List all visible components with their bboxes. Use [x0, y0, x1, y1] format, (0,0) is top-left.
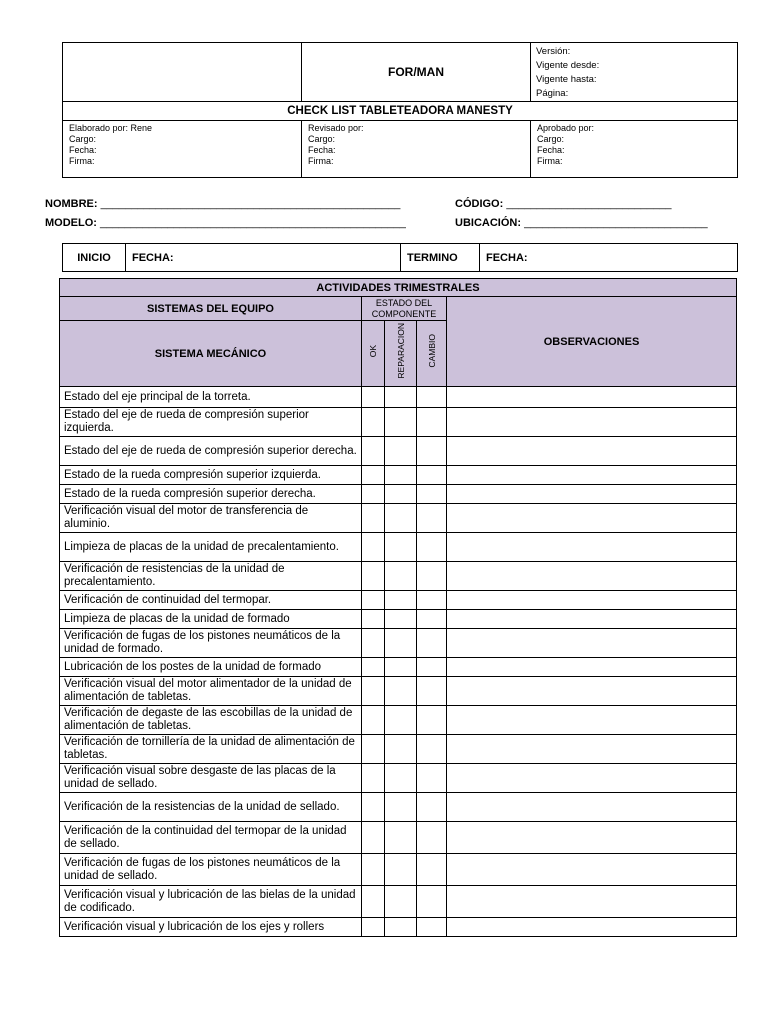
ok-cell[interactable]: [362, 533, 385, 562]
observation-cell[interactable]: [447, 387, 737, 408]
observation-cell[interactable]: [447, 735, 737, 764]
table-row: [60, 854, 737, 886]
table-row: [60, 466, 737, 485]
valid-to-label: Vigente hasta:: [536, 74, 597, 85]
activity-cell: Verificación visual del motor alimentador de la unidad de alimentación de tabletas.: [60, 677, 362, 706]
observations-header: OBSERVACIONES: [447, 297, 737, 387]
activity-cell: Verificación de fugas de los pistones neumáticos de la unidad de sellado.: [60, 854, 362, 886]
observation-cell[interactable]: [447, 485, 737, 504]
activity-cell: Verificación de la continuidad del termopar de la unidad de sellado.: [60, 822, 362, 854]
col-cambio-label: CAMBIO: [426, 334, 437, 368]
activity-cell: Verificación visual y lubricación de las bielas de la unidad de codificado.: [60, 886, 362, 918]
observation-cell[interactable]: [447, 886, 737, 918]
reparacion-cell[interactable]: [385, 658, 417, 677]
reparacion-cell[interactable]: [385, 466, 417, 485]
ok-cell[interactable]: [362, 886, 385, 918]
activity-cell: Verificación de resistencias de la unidad de precalentamiento.: [60, 562, 362, 591]
cambio-cell[interactable]: [417, 706, 447, 735]
cambio-cell[interactable]: [417, 533, 447, 562]
ok-cell[interactable]: [362, 822, 385, 854]
table-row: [60, 408, 737, 437]
reparacion-cell[interactable]: [385, 610, 417, 629]
cambio-cell[interactable]: [417, 677, 447, 706]
table-row: [60, 533, 737, 562]
reviewed-by: Revisado por:: [308, 123, 364, 133]
ok-cell[interactable]: [362, 764, 385, 793]
activity-cell: Verificación visual y lubricación de los ejes y rollers: [60, 918, 362, 937]
reparacion-cell[interactable]: [385, 854, 417, 886]
activity-cell: Verificación visual sobre desgaste de las placas de la unidad de sellado.: [60, 764, 362, 793]
valid-from-label: Vigente desde:: [536, 60, 600, 71]
table-row: [60, 822, 737, 854]
ok-cell[interactable]: [362, 485, 385, 504]
table-row: [60, 610, 737, 629]
reparacion-cell[interactable]: [385, 677, 417, 706]
ok-cell[interactable]: [362, 504, 385, 533]
cambio-cell[interactable]: [417, 793, 447, 822]
activity-cell: Verificación de la resistencias de la unidad de sellado.: [60, 793, 362, 822]
elaborated-cargo: Cargo:: [69, 134, 97, 144]
reparacion-cell[interactable]: [385, 918, 417, 937]
reparacion-cell[interactable]: [385, 793, 417, 822]
activity-cell: Estado de la rueda compresión superior derecha.: [60, 485, 362, 504]
codigo-label: CÓDIGO:: [455, 198, 504, 210]
state-header: ESTADO DEL COMPONENTE: [362, 297, 447, 321]
cambio-cell[interactable]: [417, 562, 447, 591]
ok-cell[interactable]: [362, 918, 385, 937]
table-row: [60, 735, 737, 764]
table-row: [60, 706, 737, 735]
termino-fecha[interactable]: FECHA:: [480, 244, 738, 272]
activity-cell: Verificación de continuidad del termopar.: [60, 591, 362, 610]
observation-cell[interactable]: [447, 677, 737, 706]
activity-cell: Limpieza de placas de la unidad de precalentamiento.: [60, 533, 362, 562]
observation-cell[interactable]: [447, 533, 737, 562]
table-row: [60, 591, 737, 610]
observation-cell[interactable]: [447, 793, 737, 822]
ok-cell[interactable]: [362, 562, 385, 591]
cambio-cell[interactable]: [417, 610, 447, 629]
modelo-line: __________________________________________________: [100, 217, 406, 229]
cambio-cell[interactable]: [417, 918, 447, 937]
modelo-label: MODELO:: [45, 217, 97, 229]
inicio-fecha[interactable]: FECHA:: [126, 244, 401, 272]
ok-cell[interactable]: [362, 706, 385, 735]
activity-cell: Estado del eje de rueda de compresión superior derecha.: [60, 437, 362, 466]
reviewed-fecha: Fecha:: [308, 145, 336, 155]
reparacion-cell[interactable]: [385, 591, 417, 610]
cambio-cell[interactable]: [417, 854, 447, 886]
observation-cell[interactable]: [447, 629, 737, 658]
activity-cell: Verificación de tornillería de la unidad de alimentación de tabletas.: [60, 735, 362, 764]
cambio-cell[interactable]: [417, 485, 447, 504]
ok-cell[interactable]: [362, 677, 385, 706]
activity-cell: Estado del eje de rueda de compresión superior izquierda.: [60, 408, 362, 437]
reparacion-cell[interactable]: [385, 886, 417, 918]
table-row: [60, 562, 737, 591]
cambio-cell[interactable]: [417, 629, 447, 658]
activity-cell: Lubricación de los postes de la unidad de formado: [60, 658, 362, 677]
observation-cell[interactable]: [447, 591, 737, 610]
table-row: [60, 677, 737, 706]
cambio-cell[interactable]: [417, 764, 447, 793]
checklist-table: [59, 278, 737, 937]
col-ok-header: [362, 321, 385, 387]
codigo-line: ___________________________: [506, 198, 672, 210]
logo-cell: [63, 43, 302, 102]
elaborated-by: Elaborado por: Rene: [69, 123, 153, 133]
ok-cell[interactable]: [362, 591, 385, 610]
observation-cell[interactable]: [447, 610, 737, 629]
observation-cell[interactable]: [447, 504, 737, 533]
activity-cell: Estado del eje principal de la torreta.: [60, 387, 362, 408]
col-cambio-header: [417, 321, 447, 387]
document-header: [62, 42, 738, 178]
approved-by: Aprobado por:: [537, 123, 595, 133]
nombre-field[interactable]: [45, 198, 400, 210]
observation-cell[interactable]: [447, 764, 737, 793]
table-row: [60, 793, 737, 822]
cambio-cell[interactable]: [417, 504, 447, 533]
reparacion-cell[interactable]: [385, 387, 417, 408]
activity-cell: Verificación de degaste de las escobillas de la unidad de alimentación de tabletas.: [60, 706, 362, 735]
ok-cell[interactable]: [362, 735, 385, 764]
section-title: ACTIVIDADES TRIMESTRALES: [60, 279, 737, 297]
reparacion-cell[interactable]: [385, 562, 417, 591]
reparacion-cell[interactable]: [385, 504, 417, 533]
reparacion-cell[interactable]: [385, 485, 417, 504]
dates-row: [62, 243, 738, 272]
approved-firma: Firma:: [537, 156, 563, 166]
ok-cell[interactable]: [362, 610, 385, 629]
reparacion-cell[interactable]: [385, 706, 417, 735]
form-code: FOR/MAN: [302, 43, 531, 102]
reparacion-cell[interactable]: [385, 822, 417, 854]
reparacion-cell[interactable]: [385, 408, 417, 437]
table-row: [60, 504, 737, 533]
approved-block: [531, 121, 738, 178]
reparacion-cell[interactable]: [385, 735, 417, 764]
ok-cell[interactable]: [362, 629, 385, 658]
nombre-label: NOMBRE:: [45, 198, 98, 210]
cambio-cell[interactable]: [417, 735, 447, 764]
ok-cell[interactable]: [362, 793, 385, 822]
observation-cell[interactable]: [447, 408, 737, 437]
activity-cell: Estado de la rueda compresión superior izquierda.: [60, 466, 362, 485]
observation-cell[interactable]: [447, 437, 737, 466]
observation-cell[interactable]: [447, 822, 737, 854]
observation-cell[interactable]: [447, 562, 737, 591]
page-label: Página:: [536, 88, 569, 99]
reparacion-cell[interactable]: [385, 764, 417, 793]
activity-cell: Verificación visual del motor de transferencia de aluminio.: [60, 504, 362, 533]
ok-cell[interactable]: [362, 437, 385, 466]
version-info: [531, 43, 738, 102]
version-label: Versión:: [536, 46, 571, 57]
approved-cargo: Cargo:: [537, 134, 565, 144]
table-row: [60, 437, 737, 466]
table-row: [60, 886, 737, 918]
reparacion-cell[interactable]: [385, 533, 417, 562]
activity-cell: Verificación de fugas de los pistones neumáticos de la unidad de formado.: [60, 629, 362, 658]
elaborated-fecha: Fecha:: [69, 145, 97, 155]
document-title: CHECK LIST TABLETEADORA MANESTY: [63, 102, 738, 121]
table-row: [60, 918, 737, 937]
cambio-cell[interactable]: [417, 886, 447, 918]
cambio-cell[interactable]: [417, 466, 447, 485]
cambio-cell[interactable]: [417, 591, 447, 610]
activity-cell: Limpieza de placas de la unidad de formado: [60, 610, 362, 629]
cambio-cell[interactable]: [417, 822, 447, 854]
inicio-label: INICIO: [63, 244, 126, 272]
col-reparacion-header: [385, 321, 417, 387]
modelo-field[interactable]: [45, 217, 406, 229]
reparacion-cell[interactable]: [385, 437, 417, 466]
codigo-field[interactable]: [455, 198, 672, 210]
observation-cell[interactable]: [447, 854, 737, 886]
observation-cell[interactable]: [447, 706, 737, 735]
ubicacion-field[interactable]: [455, 217, 708, 229]
systems-header: SISTEMAS DEL EQUIPO: [60, 297, 362, 321]
table-row: [60, 658, 737, 677]
cambio-cell[interactable]: [417, 437, 447, 466]
observation-cell[interactable]: [447, 466, 737, 485]
cambio-cell[interactable]: [417, 387, 447, 408]
table-row: [60, 485, 737, 504]
termino-label: TERMINO: [401, 244, 480, 272]
reviewed-firma: Firma:: [308, 156, 334, 166]
cambio-cell[interactable]: [417, 408, 447, 437]
observation-cell[interactable]: [447, 918, 737, 937]
table-row: [60, 629, 737, 658]
col-ok-label: OK: [368, 345, 378, 358]
nombre-line: _________________________________________________: [100, 198, 401, 210]
ok-cell[interactable]: [362, 466, 385, 485]
ok-cell[interactable]: [362, 408, 385, 437]
reparacion-cell[interactable]: [385, 629, 417, 658]
table-row: [60, 764, 737, 793]
ok-cell[interactable]: [362, 658, 385, 677]
ok-cell[interactable]: [362, 387, 385, 408]
reviewed-cargo: Cargo:: [308, 134, 336, 144]
col-reparacion-label: REPARACION: [395, 323, 406, 379]
elaborated-firma: Firma:: [69, 156, 95, 166]
approved-fecha: Fecha:: [537, 145, 565, 155]
ok-cell[interactable]: [362, 854, 385, 886]
ubicacion-line: ______________________________: [524, 217, 708, 229]
reviewed-block: [302, 121, 531, 178]
mechanical-header: SISTEMA MECÁNICO: [60, 321, 362, 387]
cambio-cell[interactable]: [417, 658, 447, 677]
observation-cell[interactable]: [447, 658, 737, 677]
ubicacion-label: UBICACIÓN:: [455, 217, 521, 229]
table-row: [60, 387, 737, 408]
elaborated-block: [63, 121, 302, 178]
